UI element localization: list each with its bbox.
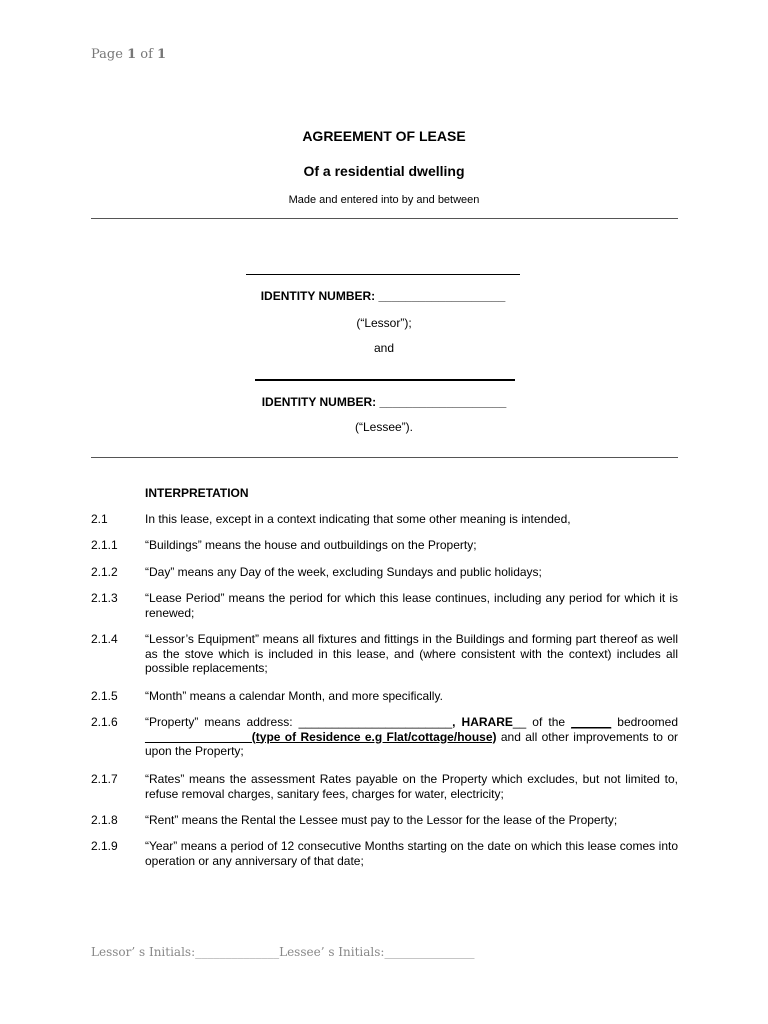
clause-number: 2.1: [91, 512, 108, 526]
clause-text: “Buildings” means the house and outbuildings on the Property;: [145, 538, 477, 552]
lessor-name-line: [246, 274, 520, 275]
clause-text: “Month” means a calendar Month, and more specifically.: [145, 689, 443, 703]
interpretation-heading: INTERPRETATION: [145, 486, 249, 500]
clause-text: “Rates” means the assessment Rates payable on the Property which excludes, but not limited to, refuse removal charges, sanitary fees, charges for water, electricity;: [145, 772, 678, 801]
clause-number: 2.1.9: [91, 839, 118, 853]
clause-number: 2.1.3: [91, 591, 118, 605]
clause-number: 2.1.5: [91, 689, 118, 703]
clause-text: “Day” means any Day of the week, excluding Sundays and public holidays;: [145, 565, 542, 579]
page-of: of: [136, 47, 158, 62]
lessee-label: (“Lessee”).: [354, 420, 413, 434]
page-number: [91, 47, 166, 62]
property-city: , HARARE: [452, 715, 513, 729]
clause-text: “Year” means a period of 12 consecutive Months starting on the date on which this lease comes into operation or any anniversary of that date;: [145, 839, 678, 868]
clause-number: 2.1.7: [91, 772, 118, 786]
property-address: “Property” means address: _______________________: [145, 715, 453, 729]
clause-text: “Lessor’s Equipment” means all fixtures and fittings in the Buildings and forming part thereof as well as the stove which is included in this lease, and (where consistent with the context) includes all possible replacements;: [145, 632, 678, 675]
bedroom-count-blank: ______: [571, 715, 612, 729]
clause-2-1-3: [91, 591, 678, 620]
clause-2-1-1: [91, 538, 678, 553]
clause-2-1-5: [91, 689, 678, 704]
divider-top: [91, 218, 678, 219]
page-total: 1: [157, 47, 167, 62]
lessee-name-line: [255, 379, 515, 381]
clause-number: 2.1.4: [91, 632, 118, 646]
clause-2-1-6: [91, 715, 678, 759]
page-prefix: Page: [91, 47, 128, 62]
lessor-id-number: IDENTITY NUMBER: ___________________: [260, 289, 506, 303]
clause-text: In this lease, except in a context indicating that some other meaning is intended,: [145, 512, 571, 526]
clause-number: 2.1.8: [91, 813, 118, 827]
page-current: 1: [127, 47, 137, 62]
made-between-text: Made and entered into by and between: [288, 194, 480, 206]
document-title: AGREEMENT OF LEASE: [302, 128, 466, 144]
and-text: and: [373, 341, 395, 355]
lessor-label: (“Lessor”);: [356, 316, 412, 330]
property-of-the: __ of the: [512, 715, 572, 729]
clause-number: 2.1.2: [91, 565, 118, 579]
clause-2-1-4: [91, 632, 678, 676]
divider-bottom: [91, 457, 678, 458]
clause-2-1-2: [91, 565, 678, 580]
initials-footer: Lessor’ s Initials:______________Lessee’ s Initials:_______________: [91, 945, 475, 959]
bedroomed-text: bedroomed: [611, 715, 678, 729]
clause-text: [145, 715, 678, 759]
clause-2-1-9: [91, 839, 678, 868]
residence-type-blank: ________________(type of Residence e.g Flat/cottage/house): [145, 729, 497, 744]
clause-number: 2.1.1: [91, 538, 118, 552]
lessee-id-number: IDENTITY NUMBER: ___________________: [261, 395, 507, 409]
clause-2-1-7: [91, 772, 678, 801]
document-subtitle: Of a residential dwelling: [303, 163, 465, 179]
clause-number: 2.1.6: [91, 715, 118, 729]
clause-text: “Rent” means the Rental the Lessee must pay to the Lessor for the lease of the Property;: [145, 813, 618, 827]
clause-text: “Lease Period” means the period for which this lease continues, including any period for which it is renewed;: [145, 591, 678, 620]
clause-2-1-8: [91, 813, 678, 828]
property-improvements-text: and all other improvements to or upon the Property;: [145, 729, 678, 758]
clause-2-1: [91, 512, 678, 527]
